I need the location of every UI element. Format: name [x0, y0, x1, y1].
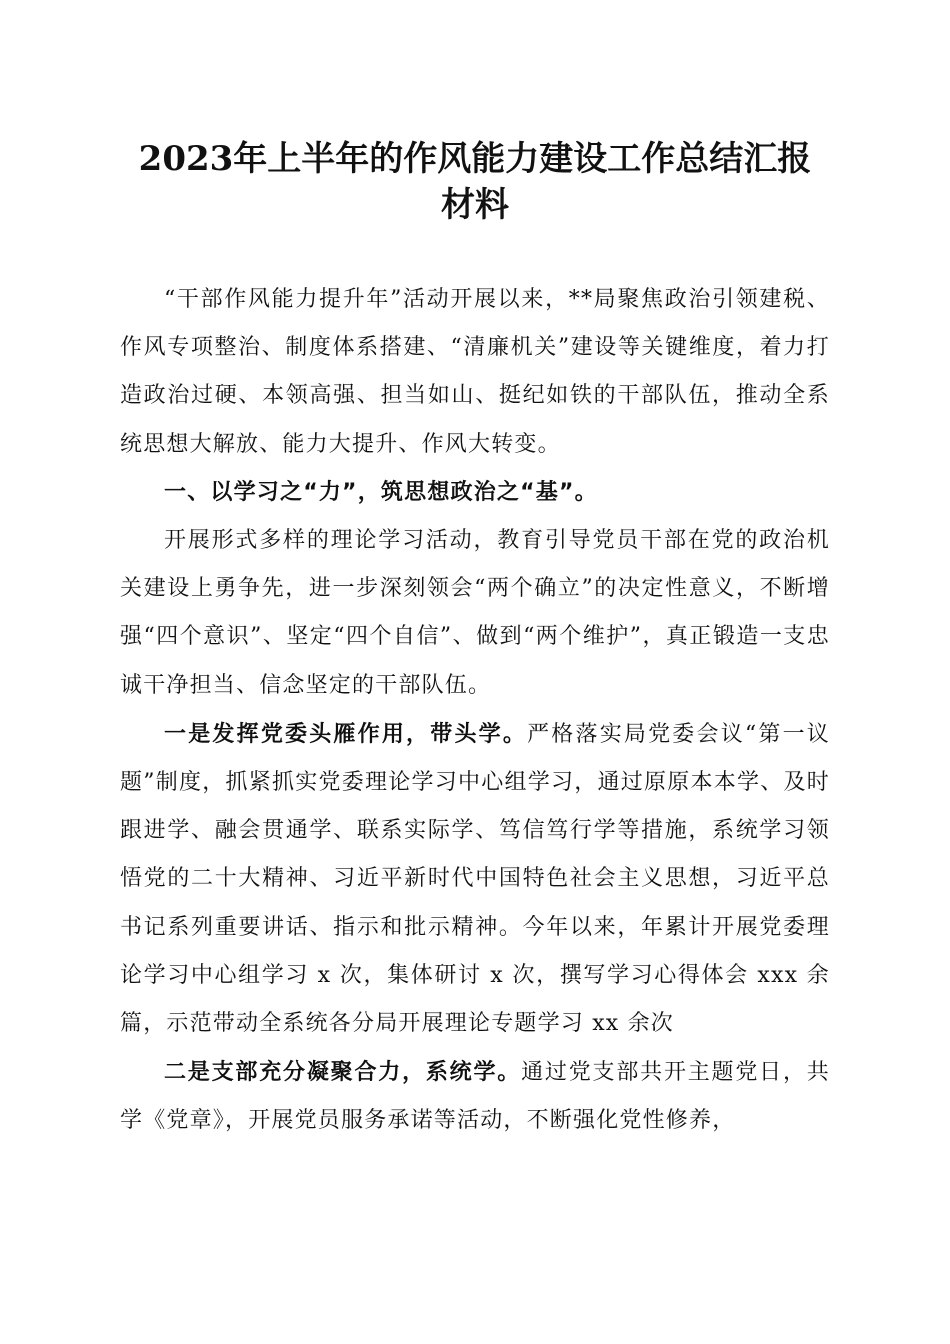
section-1-paragraph: 开展形式多样的理论学习活动，教育引导党员干部在党的政治机关建设上勇争先，进一步深刻领会“两个确立”的决定性意义，不断增强“四个意识”、坚定“四个自信”、做到“两个维护”，真正锻造一支忠诚干净担当、信念坚定的干部队伍。 [120, 528, 830, 698]
intro-paragraph: “干部作风能力提升年”活动开展以来，**局聚焦政治引领建税、作风专项整治、制度体系搭建、“清廉机关”建设等关键维度，着力打造政治过硬、本领高强、担当如山、挺纪如铁的干部队伍，推动全系统思想大解放、能力大提升、作风大转变。 [120, 287, 830, 457]
point-1-text: 严格落实局党委会议“第一议题”制度，抓紧抓实党委理论学习中心组学习，通过原原本本学、及时跟进学、融会贯通学、联系实际学、笃信笃行学等措施，系统学习领悟党的二十大精神、习近平新时代中国特色社会主义思想，习近平总书记系列重要讲话、指示和批示精神。今年以来，年累计开展党委理论学习中心组学习 x 次，集体研讨 x 次，撰写学习心得体会 xxx 余篇，示范带动全系统各分局开展理论专题学习 xx 余次 [120, 721, 830, 1037]
document-body [120, 276, 830, 1146]
section-heading-1: 一、以学习之“力”，筑思想政治之“基”。 [164, 479, 598, 505]
point-1-lead: 一是发挥党委头雁作用，带头学。 [164, 720, 528, 747]
point-1-paragraph [120, 710, 830, 1048]
title-line-2: 材料 [441, 185, 509, 225]
point-2-text: 通过党支部共开主题党日，共学《党章》，开展党员服务承诺等活动，不断强化党性修养， [120, 1060, 830, 1134]
document-title [110, 136, 840, 228]
title-line-1: 2023年上半年的作风能力建设工作总结汇报 [138, 139, 812, 179]
point-2-paragraph [120, 1048, 830, 1145]
point-2-lead: 二是支部充分凝聚合力，系统学。 [164, 1059, 522, 1086]
